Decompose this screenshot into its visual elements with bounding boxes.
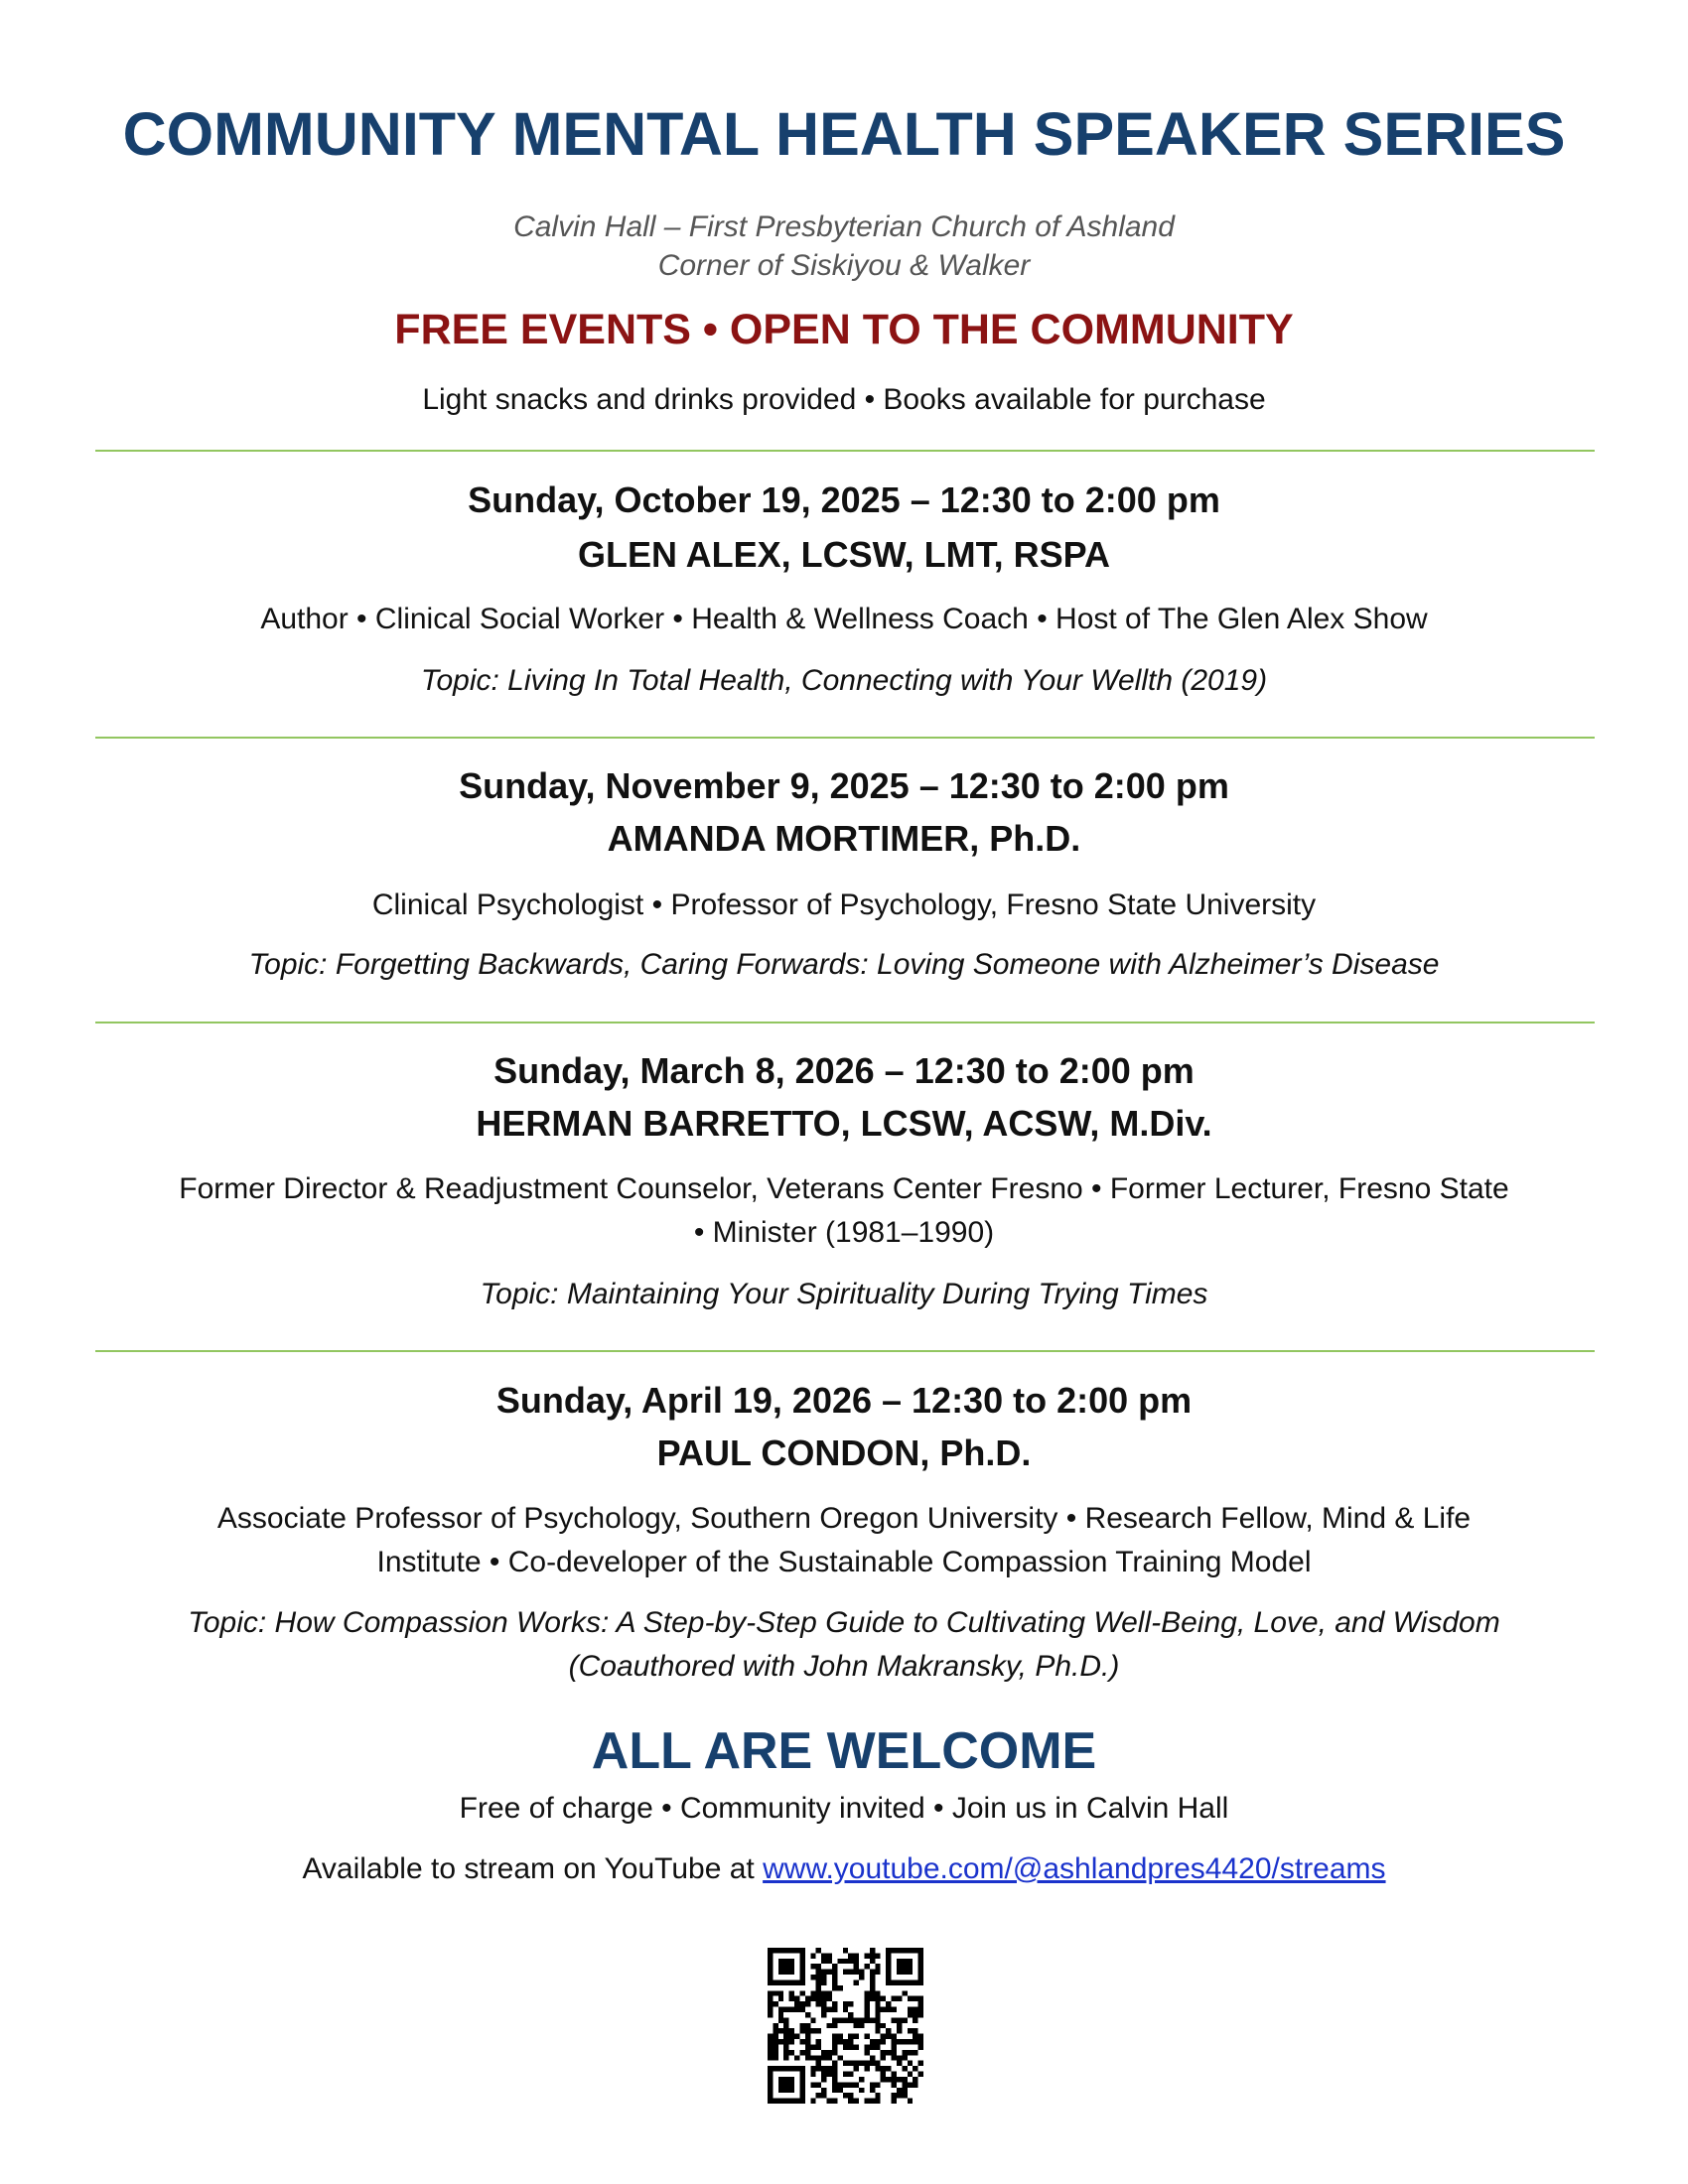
event-4-description-cont: Institute • Co-developer of the Sustainable Compassion Training Model: [376, 1546, 1312, 1578]
youtube-link[interactable]: www.youtube.com/@ashlandpres4420/streams: [763, 1852, 1386, 1885]
event-1-topic: Topic: Living In Total Health, Connecting with Your Wellth (2019): [420, 664, 1268, 697]
stream-line: [0, 1852, 1688, 1886]
divider: [95, 737, 1595, 739]
event-4-description: Associate Professor of Psychology, Southern Oregon University • Research Fellow, Mind & Life: [216, 1502, 1472, 1535]
qr-code: [768, 1948, 923, 2104]
event-1-date: Sunday, October 19, 2025 – 12:30 to 2:00 pm: [468, 479, 1220, 520]
venue-line-2: Corner of Siskiyou & Walker: [657, 249, 1031, 282]
event-4-date: Sunday, April 19, 2026 – 12:30 to 2:00 pm: [495, 1380, 1193, 1421]
event-3-date: Sunday, March 8, 2026 – 12:30 to 2:00 pm: [493, 1050, 1195, 1091]
footer-details: Free of charge • Community invited • Join us in Calvin Hall: [459, 1792, 1229, 1825]
event-1-description: Author • Clinical Social Worker • Health & Wellness Coach • Host of The Glen Alex Show: [260, 603, 1428, 635]
free-events-banner: FREE EVENTS • OPEN TO THE COMMUNITY: [394, 306, 1294, 353]
event-2-speaker: AMANDA MORTIMER, Ph.D.: [607, 818, 1081, 859]
event-2-description: Clinical Psychologist • Professor of Psychology, Fresno State University: [371, 888, 1317, 921]
stream-prefix: Available to stream on YouTube at: [302, 1852, 764, 1885]
event-3-description-cont: • Minister (1981–1990): [693, 1216, 995, 1249]
divider: [95, 1350, 1595, 1352]
event-4-topic-cont: (Coauthored with John Makransky, Ph.D.): [568, 1650, 1120, 1683]
event-3-speaker: HERMAN BARRETTO, LCSW, ACSW, M.Div.: [476, 1103, 1212, 1144]
venue-line-1: Calvin Hall – First Presbyterian Church of Ashland: [513, 210, 1175, 243]
event-2-date: Sunday, November 9, 2025 – 12:30 to 2:00 pm: [459, 765, 1229, 806]
event-3-topic: Topic: Maintaining Your Spirituality During Trying Times: [480, 1278, 1208, 1310]
event-2-topic: Topic: Forgetting Backwards, Caring Forwards: Loving Someone with Alzheimer’s Disease: [248, 948, 1440, 981]
divider: [95, 1022, 1595, 1024]
event-1-speaker: GLEN ALEX, LCSW, LMT, RSPA: [577, 534, 1110, 575]
divider: [95, 450, 1595, 452]
event-4-topic: Topic: How Compassion Works: A Step-by-Step Guide to Cultivating Well-Being, Love, and Wisdom: [188, 1606, 1500, 1639]
amenities-text: Light snacks and drinks provided • Books available for purchase: [422, 383, 1266, 416]
page-title: COMMUNITY MENTAL HEALTH SPEAKER SERIES: [122, 100, 1566, 168]
welcome-heading: ALL ARE WELCOME: [591, 1722, 1097, 1780]
event-3-description: Former Director & Readjustment Counselor, Veterans Center Fresno • Former Lecturer, Fresno State: [179, 1172, 1509, 1205]
event-4-speaker: PAUL CONDON, Ph.D.: [656, 1433, 1032, 1473]
